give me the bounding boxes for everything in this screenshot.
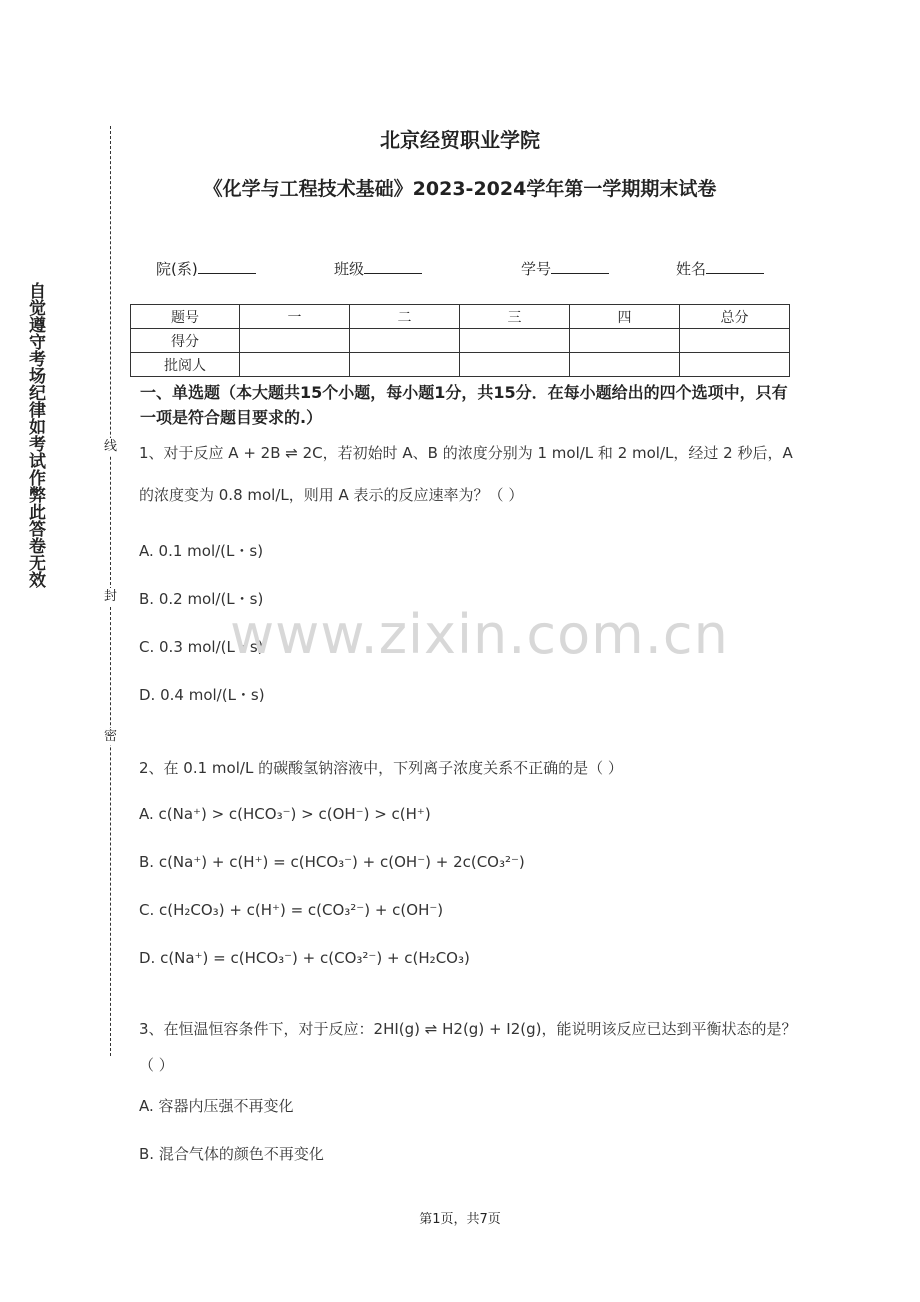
question-2-option-d[interactable]: D. c(Na⁺) = c(HCO₃⁻) + c(CO₃²⁻) + c(H₂CO₃) (139, 949, 470, 967)
dept-blank[interactable] (198, 259, 256, 274)
grader-cell[interactable] (350, 353, 460, 377)
table-header-cell: 一 (240, 305, 350, 329)
question-1-stem: 1、对于反应 A + 2B ⇌ 2C，若初始时 A、B 的浓度分别为 1 mol/L 和 2 mol/L，经过 2 秒后，A 的浓度变为 0.8 mol/L，则用 A 表示的反应速率为？（ ） (139, 444, 793, 504)
name-label: 姓名 (676, 260, 707, 278)
school-name: 北京经贸职业学院 (380, 128, 540, 152)
question-3-option-a[interactable]: A. 容器内压强不再变化 (139, 1097, 294, 1115)
class-blank[interactable] (364, 259, 422, 274)
name-field[interactable] (676, 258, 764, 279)
grader-row (131, 353, 790, 377)
table-header-cell: 总分 (680, 305, 790, 329)
exam-discipline-notice: 自觉遵守考场纪律如考试作弊此答卷无效 (25, 282, 45, 588)
row-label: 得分 (131, 329, 240, 353)
score-cell[interactable] (460, 329, 570, 353)
question-2-option-c[interactable]: C. c(H₂CO₃) + c(H⁺) = c(CO₃²⁻) + c(OH⁻) (139, 901, 444, 919)
binding-mark-secret: 密 (104, 729, 118, 744)
question-2-option-a[interactable]: A. c(Na⁺) > c(HCO₃⁻) > c(OH⁻) > c(H⁺) (139, 805, 431, 823)
table-header-cell: 四 (570, 305, 680, 329)
question-1-option-b[interactable]: B. 0.2 mol/(L・s) (139, 590, 264, 608)
question-3-stem: 3、在恒温恒容条件下，对于反应：2HI(g) ⇌ H2(g) + I2(g)，能说明该反应已达到平衡状态的是？（ ） (139, 1020, 797, 1074)
watermark: www.zixin.com.cn (230, 603, 729, 666)
grader-cell[interactable] (680, 353, 790, 377)
grader-cell[interactable] (460, 353, 570, 377)
score-row (131, 329, 790, 353)
question-1-option-a[interactable]: A. 0.1 mol/(L・s) (139, 542, 264, 560)
grader-cell[interactable] (570, 353, 680, 377)
student-id-field[interactable] (521, 258, 609, 279)
table-header-cell: 三 (460, 305, 570, 329)
section-heading: 一、单选题（本大题共15个小题，每小题1分，共15分．在每小题给出的四个选项中，只有一项是符合题目要求的.） (140, 383, 788, 427)
score-cell[interactable] (350, 329, 460, 353)
table-header-cell: 题号 (131, 305, 240, 329)
score-table (130, 304, 790, 377)
score-cell[interactable] (680, 329, 790, 353)
question-1-option-d[interactable]: D. 0.4 mol/(L・s) (139, 686, 265, 704)
binding-mark-line: 线 (104, 439, 118, 454)
class-label: 班级 (334, 260, 365, 278)
score-cell[interactable] (240, 329, 350, 353)
student-id-blank[interactable] (551, 259, 609, 274)
question-2-stem: 2、在 0.1 mol/L 的碳酸氢钠溶液中，下列离子浓度关系不正确的是（ ） (139, 759, 623, 777)
page-footer: 第1页，共7页 (419, 1212, 501, 1227)
score-table-header-row (131, 305, 790, 329)
name-blank[interactable] (706, 259, 764, 274)
table-header-cell: 二 (350, 305, 460, 329)
question-2-option-b[interactable]: B. c(Na⁺) + c(H⁺) = c(HCO₃⁻) + c(OH⁻) + 2c(CO₃²⁻) (139, 853, 525, 871)
score-cell[interactable] (570, 329, 680, 353)
question-1-option-c[interactable]: C. 0.3 mol/(L・s) (139, 638, 264, 656)
dept-label: 院(系) (156, 260, 198, 278)
student-id-label: 学号 (521, 260, 552, 278)
question-3-option-b[interactable]: B. 混合气体的颜色不再变化 (139, 1145, 324, 1163)
class-field[interactable] (334, 258, 422, 279)
grader-cell[interactable] (240, 353, 350, 377)
exam-title: 《化学与工程技术基础》2023-2024学年第一学期期末试卷 (203, 178, 717, 200)
dept-field[interactable] (156, 258, 256, 279)
binding-mark-seal: 封 (104, 589, 118, 604)
row-label: 批阅人 (131, 353, 240, 377)
